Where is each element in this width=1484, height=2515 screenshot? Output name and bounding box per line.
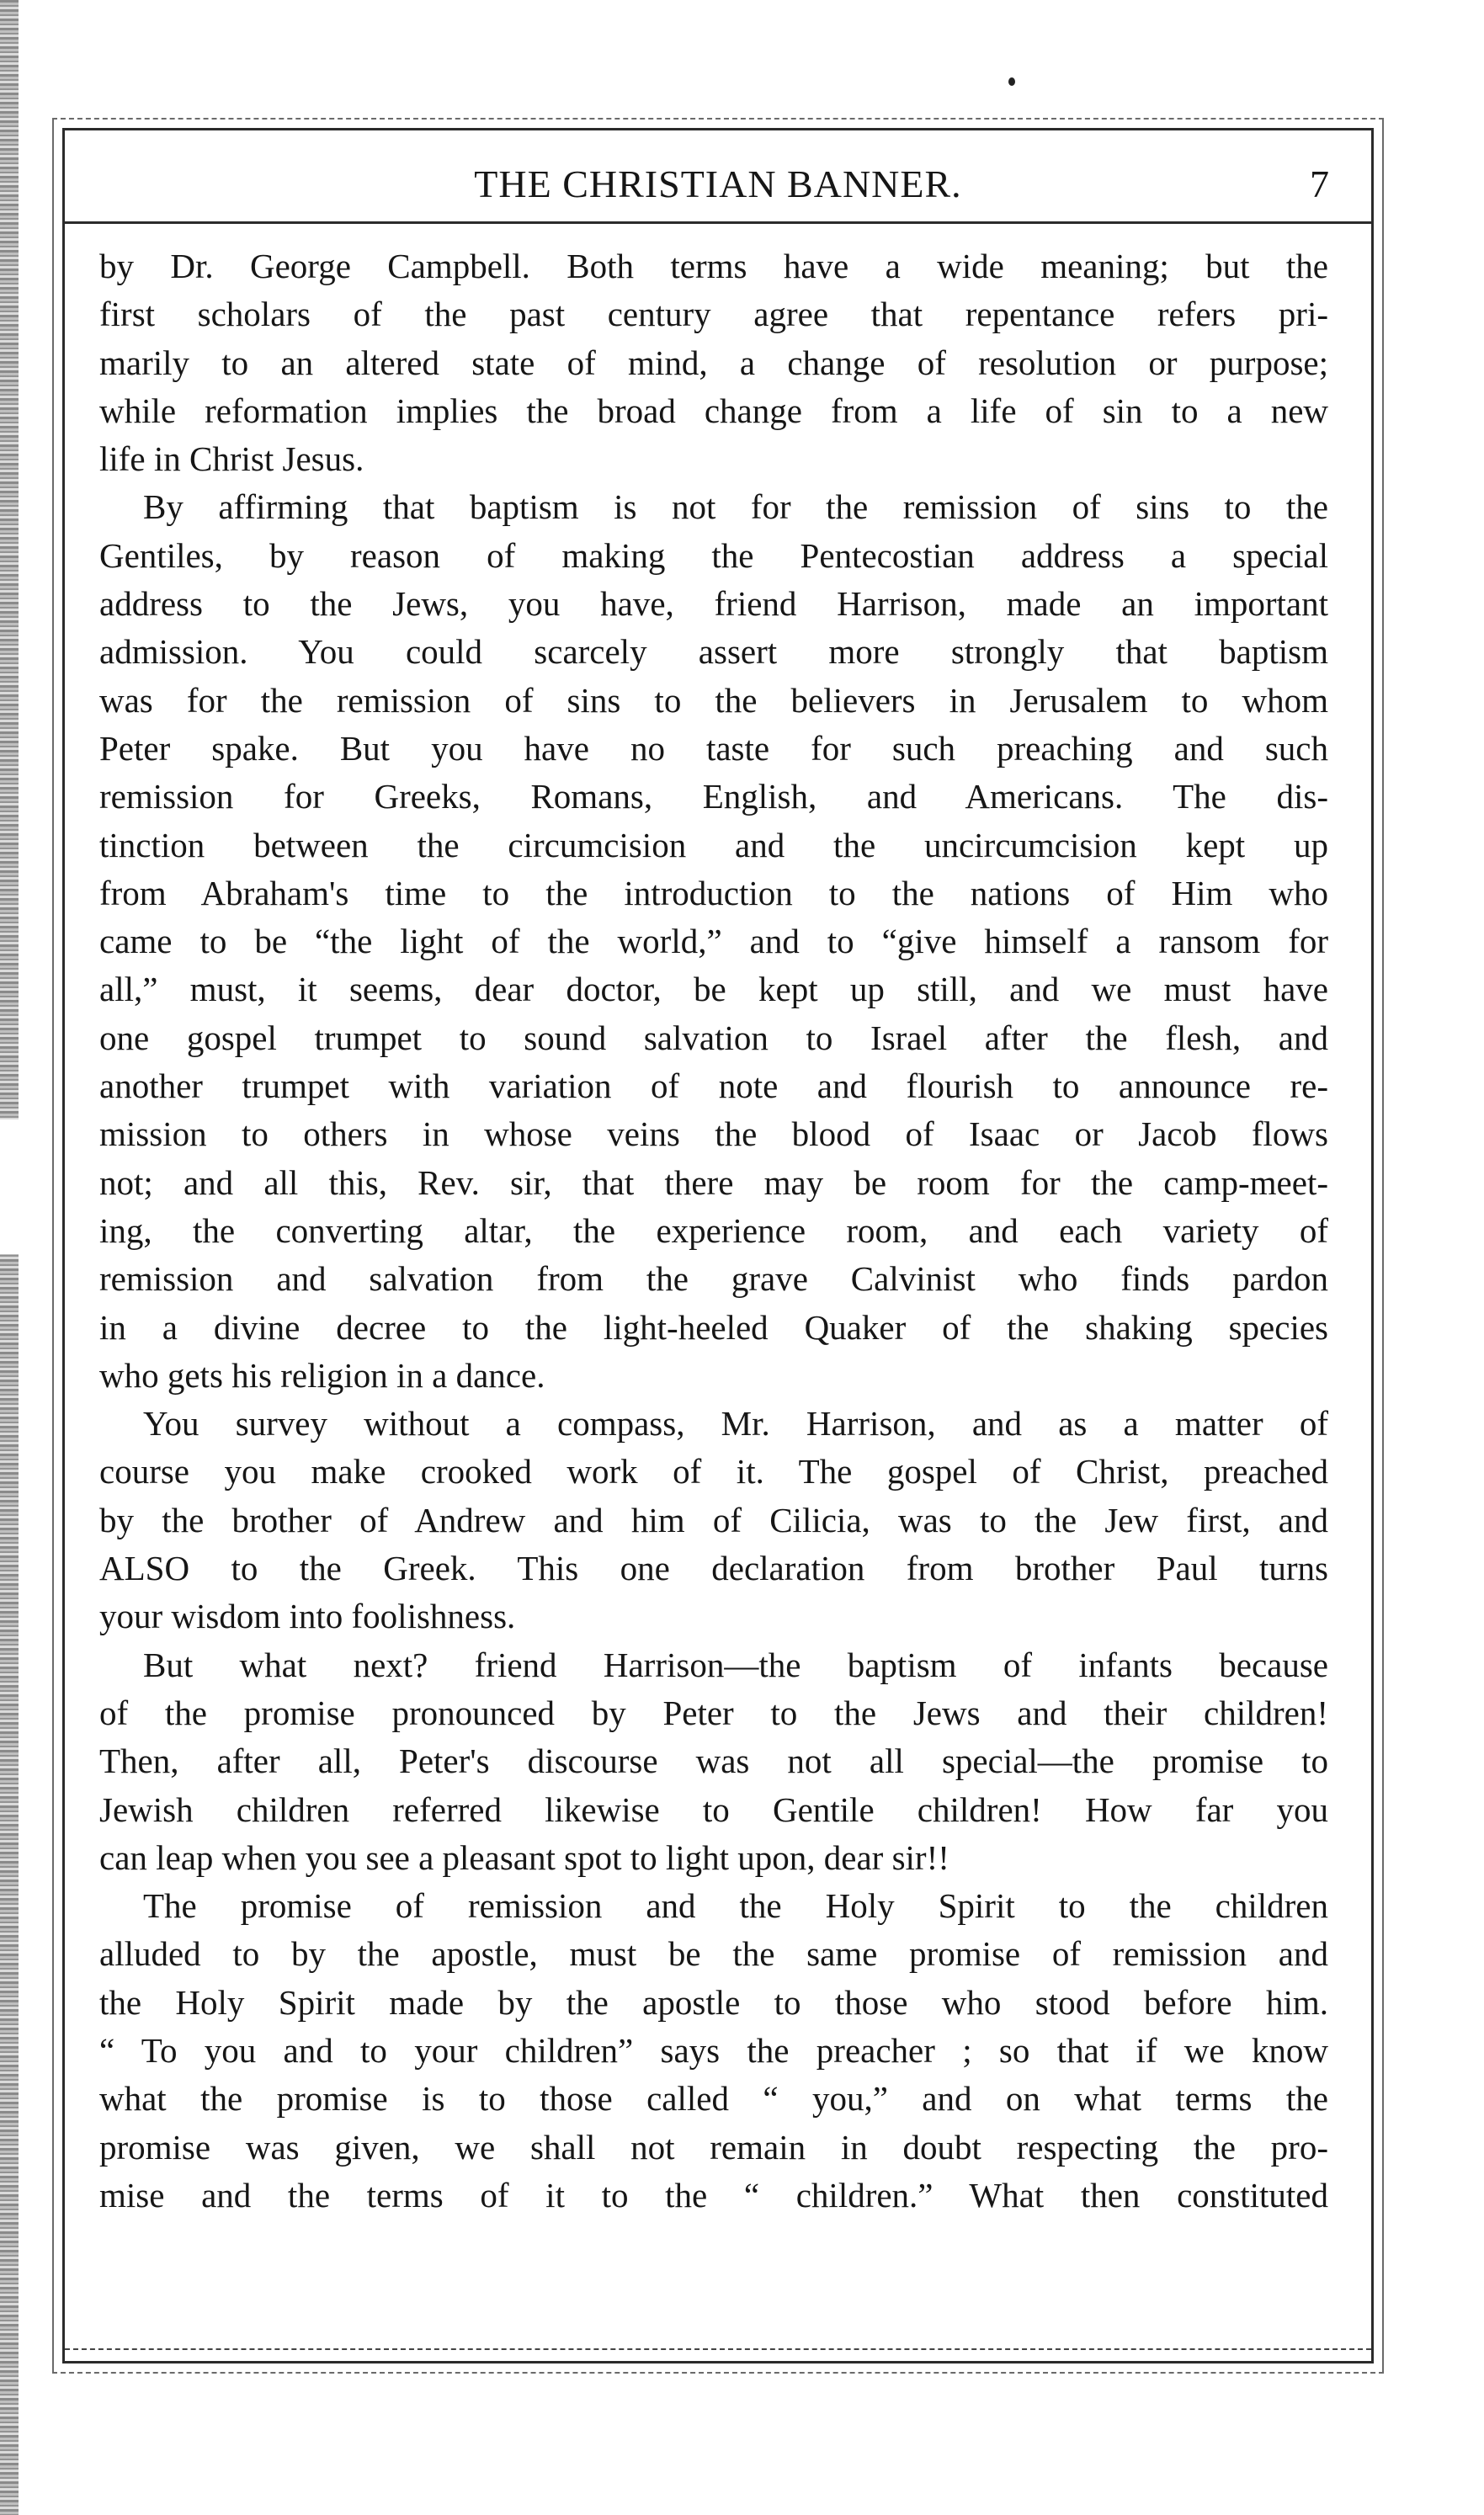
binding-edge-gap	[0, 1119, 19, 1254]
text-line: course you make crooked work of it. The gospel of Christ, preached	[99, 1452, 1328, 1491]
text-line: But what next? friend Harrison—the baptism of infants because	[143, 1645, 1328, 1684]
text-line: marily to an altered state of mind, a change of resolution or purpose;	[99, 343, 1328, 382]
text-line: By affirming that baptism is not for the remission of sins to the	[143, 487, 1328, 527]
text-line: remission and salvation from the grave Calvinist who finds pardon	[99, 1259, 1328, 1299]
text-line: from Abraham's time to the introduction to the nations of Him who	[99, 873, 1328, 912]
text-line: Peter spake. But you have no taste for such preaching and such	[99, 728, 1328, 768]
text-line: address to the Jews, you have, friend Harrison, made an important	[99, 584, 1328, 624]
text-line: tinction between the circumcision and the uncircumcision kept up	[99, 825, 1328, 864]
text-line: The promise of remission and the Holy Spirit to the children	[143, 1886, 1328, 1926]
text-line: life in Christ Jesus.	[99, 439, 364, 479]
text-line: “ To you and to your children” says the preacher ; so that if we know	[99, 2030, 1328, 2070]
text-line: what the promise is to those called “ you,” and on what terms the	[99, 2079, 1328, 2119]
running-title: THE CHRISTIAN BANNER.	[474, 162, 962, 205]
text-line: ing, the converting altar, the experience room, and each variety of	[99, 1210, 1328, 1250]
text-line: mise and the terms of it to the “ children.” What then constituted	[99, 2175, 1328, 2215]
text-line: admission. You could scarcely assert more strongly that baptism	[99, 632, 1328, 672]
text-line: remission for Greeks, Romans, English, and Americans. The dis-	[99, 777, 1328, 816]
text-line: by the brother of Andrew and him of Cilicia, was to the Jew first, and	[99, 1500, 1328, 1539]
text-line: not; and all this, Rev. sir, that there may be room for the camp-meet-	[99, 1162, 1328, 1202]
page-binding-edge	[0, 0, 19, 2515]
text-line: was for the remission of sins to the believers in Jerusalem to whom	[99, 680, 1328, 720]
text-line: ALSO to the Greek. This one declaration from brother Paul turns	[99, 1549, 1328, 1588]
text-line: of the promise pronounced by Peter to the Jews and their children!	[99, 1693, 1328, 1732]
text-line: mission to others in whose veins the blood of Isaac or Jacob flows	[99, 1114, 1328, 1154]
text-line: your wisdom into foolishness.	[99, 1597, 516, 1636]
text-line: the Holy Spirit made by the apostle to those who stood before him.	[99, 1982, 1328, 2022]
text-line: alluded to by the apostle, must be the same promise of remission and	[99, 1934, 1328, 1974]
page-number: 7	[1310, 162, 1329, 205]
text-line: came to be “the light of the world,” and to “give himself a ransom for	[99, 922, 1328, 961]
text-line: in a divine decree to the light-heeled Quaker of the shaking species	[99, 1307, 1328, 1347]
text-line: all,” must, it seems, dear doctor, be kept up still, and we must have	[99, 970, 1328, 1009]
text-line: another trumpet with variation of note and flourish to announce re-	[99, 1066, 1328, 1106]
text-line: Gentiles, by reason of making the Pentecostian address a special	[99, 535, 1328, 575]
ink-speck	[1008, 77, 1015, 86]
text-line: Then, after all, Peter's discourse was not all special—the promise to	[99, 1741, 1328, 1781]
text-line: first scholars of the past century agree that repentance refers pri-	[99, 295, 1328, 334]
page-header	[65, 133, 1371, 224]
footer-rule	[65, 2348, 1371, 2350]
article-body	[99, 242, 1328, 2220]
text-line: one gospel trumpet to sound salvation to Israel after the flesh, and	[99, 1018, 1328, 1057]
text-line: who gets his religion in a dance.	[99, 1355, 545, 1395]
text-line: Jewish children referred likewise to Gentile children! How far you	[99, 1789, 1328, 1829]
text-line: can leap when you see a pleasant spot to light upon, dear sir!!	[99, 1837, 949, 1877]
text-line: You survey without a compass, Mr. Harrison, and as a matter of	[143, 1404, 1328, 1444]
text-line: by Dr. George Campbell. Both terms have a wide meaning; but the	[99, 247, 1328, 285]
text-line: while reformation implies the broad change from a life of sin to a new	[99, 391, 1328, 430]
text-line: promise was given, we shall not remain in doubt respecting the pro-	[99, 2127, 1328, 2167]
